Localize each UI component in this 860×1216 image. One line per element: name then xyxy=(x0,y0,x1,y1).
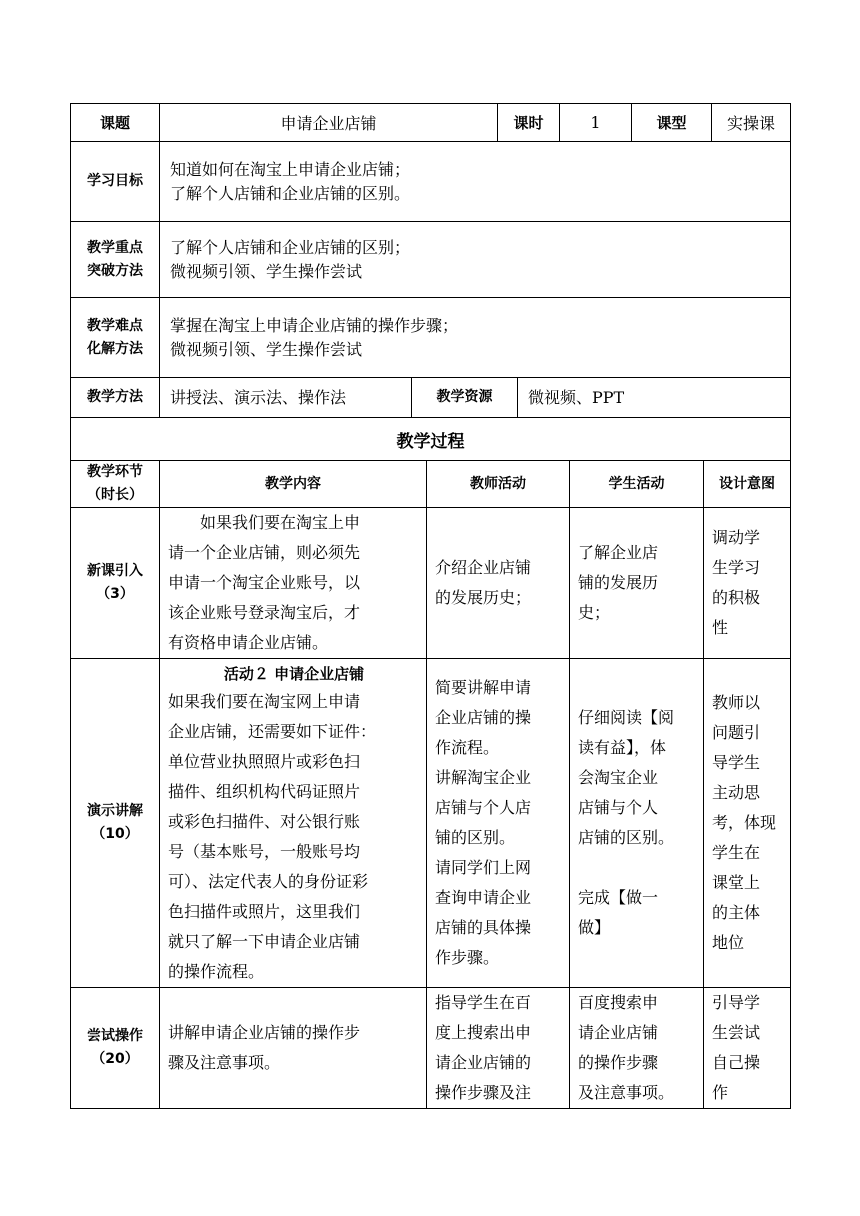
content-line: 企业店铺，还需要如下证件： xyxy=(168,722,377,741)
teacher-line: 作流程。 xyxy=(435,738,500,757)
student-line: 请企业店铺 xyxy=(578,1023,659,1042)
methods-value: 讲授法、演示法、操作法 xyxy=(160,378,412,418)
topic-value: 申请企业店铺 xyxy=(160,104,498,142)
col-teacher-header: 教师活动 xyxy=(427,461,570,508)
intent-line: 学生在 xyxy=(712,843,761,862)
key-points-label xyxy=(71,222,160,298)
key-points-label-line-2: 突破方法 xyxy=(87,262,143,279)
intent-line: 教师以 xyxy=(712,693,761,712)
process-header-row xyxy=(71,461,791,508)
resources-value: 微视频、PPT xyxy=(518,378,791,418)
stage-name: 尝试操作 xyxy=(87,1028,143,1044)
stage-duration: （10） xyxy=(91,826,139,842)
table-row xyxy=(71,508,791,659)
resources-label: 教学资源 xyxy=(412,378,518,418)
intent-line: 生学习 xyxy=(712,558,761,577)
teacher-line: 指导学生在百 xyxy=(435,993,532,1012)
intent-line: 问题引 xyxy=(712,723,761,742)
stage-duration: （3） xyxy=(96,586,134,602)
intent-line: 地位 xyxy=(712,933,745,952)
hours-label: 课时 xyxy=(498,104,560,142)
content-line: 可）、法定代表人的身份证彩 xyxy=(168,872,369,891)
difficulties-text xyxy=(160,298,791,378)
student-line: 铺的发展历 xyxy=(578,573,659,592)
teacher-line: 店铺与个人店 xyxy=(435,798,532,817)
content-line: 该企业账号登录淘宝后，才 xyxy=(168,603,361,622)
difficulties-line-1: 掌握在淘宝上申请企业店铺的操作步骤； xyxy=(170,315,459,335)
intent-line: 主动思 xyxy=(712,783,761,802)
student-line: 了解企业店 xyxy=(578,543,659,562)
intent-line: 考，体现 xyxy=(712,813,777,832)
goals-line-2: 了解个人店铺和企业店铺的区别。 xyxy=(170,183,411,203)
student-line-spacer xyxy=(578,853,697,883)
difficulties-label-line-1: 教学难点 xyxy=(87,317,143,334)
teacher-line: 的发展历史； xyxy=(435,588,532,607)
table-row xyxy=(71,988,791,1109)
difficulties-line-2: 微视频引领、学生操作尝试 xyxy=(170,339,363,359)
teacher-cell xyxy=(427,508,570,659)
type-label: 课型 xyxy=(632,104,712,142)
key-points-label-line-1: 教学重点 xyxy=(87,239,143,256)
key-points-text xyxy=(160,222,791,298)
teacher-line: 请企业店铺的 xyxy=(435,1053,532,1072)
key-points-line-1: 了解个人店铺和企业店铺的区别； xyxy=(170,237,411,257)
teacher-line: 企业店铺的操 xyxy=(435,708,532,727)
methods-table xyxy=(70,377,791,461)
content-line: 色扫描件或照片，这里我们 xyxy=(168,902,361,921)
student-line: 的操作步骤 xyxy=(578,1053,659,1072)
teacher-line: 请同学们上网 xyxy=(435,858,532,877)
content-line: 单位营业执照照片或彩色扫 xyxy=(168,752,361,771)
methods-label: 教学方法 xyxy=(71,378,160,418)
content-line: 或彩色扫描件、对公银行账 xyxy=(168,812,361,831)
student-line: 百度搜索申 xyxy=(578,993,659,1012)
stage-duration: （20） xyxy=(91,1051,139,1067)
stage-cell xyxy=(71,659,160,988)
intent-line: 的积极 xyxy=(712,588,761,607)
stage-name: 新课引入 xyxy=(87,563,143,579)
col-stage-header-line-1: 教学环节 xyxy=(87,464,143,480)
stage-cell xyxy=(71,988,160,1109)
student-line: 店铺的区别。 xyxy=(578,828,675,847)
content-cell xyxy=(160,508,427,659)
student-cell xyxy=(570,988,704,1109)
intent-line: 生尝试 xyxy=(712,1023,761,1042)
content-cell xyxy=(160,988,427,1109)
teacher-line: 店铺的具体操 xyxy=(435,918,532,937)
content-line: 如果我们要在淘宝上申 xyxy=(200,513,361,532)
content-line: 请一个企业店铺，则必须先 xyxy=(168,543,361,562)
content-line: 号（基本账号，一般账号均 xyxy=(168,842,361,861)
student-line: 完成【做一 xyxy=(578,888,659,907)
content-cell xyxy=(160,659,427,988)
table-row xyxy=(71,659,791,988)
student-cell xyxy=(570,659,704,988)
stage-name: 演示讲解 xyxy=(87,803,143,819)
col-student-header: 学生活动 xyxy=(570,461,704,508)
content-line: 讲解申请企业店铺的操作步 xyxy=(168,1023,361,1042)
student-line: 读有益】，体 xyxy=(578,738,667,757)
intent-line: 导学生 xyxy=(712,753,761,772)
intent-cell xyxy=(704,988,791,1109)
teacher-line: 操作步骤及注 xyxy=(435,1083,532,1102)
intent-line: 课堂上 xyxy=(712,873,761,892)
content-line: 的操作流程。 xyxy=(168,962,265,981)
goals-text xyxy=(160,142,791,222)
teacher-cell xyxy=(427,988,570,1109)
teacher-line: 简要讲解申请 xyxy=(435,678,532,697)
student-line: 及注意事项。 xyxy=(578,1083,675,1102)
teacher-line: 铺的区别。 xyxy=(435,828,516,847)
hours-value: 1 xyxy=(560,104,632,142)
teacher-line: 度上搜索出申 xyxy=(435,1023,532,1042)
intent-cell xyxy=(704,659,791,988)
process-table xyxy=(70,460,791,1109)
type-value: 实操课 xyxy=(712,104,791,142)
col-content-header: 教学内容 xyxy=(160,461,427,508)
activity-title: 活动２ 申请企业店铺 xyxy=(223,665,365,683)
content-line: 就只了解一下申请企业店铺 xyxy=(168,932,361,951)
teacher-line: 介绍企业店铺 xyxy=(435,558,532,577)
col-stage-header-line-2: （时长） xyxy=(87,487,143,503)
intent-cell xyxy=(704,508,791,659)
intent-line: 调动学 xyxy=(712,528,761,547)
goals-line-1: 知道如何在淘宝上申请企业店铺； xyxy=(170,159,411,179)
student-line: 仔细阅读【阅 xyxy=(578,708,675,727)
intent-line: 自己操 xyxy=(712,1053,761,1072)
student-line: 史； xyxy=(578,603,611,622)
teacher-line: 讲解淘宝企业 xyxy=(435,768,532,787)
key-points-line-2: 微视频引领、学生操作尝试 xyxy=(170,261,363,281)
student-cell xyxy=(570,508,704,659)
content-line: 有资格申请企业店铺。 xyxy=(168,633,329,652)
content-line: 如果我们要在淘宝网上申请 xyxy=(168,692,361,711)
difficulties-label-line-2: 化解方法 xyxy=(87,340,143,357)
intent-line: 的主体 xyxy=(712,903,761,922)
intent-line: 作 xyxy=(712,1083,729,1102)
intent-line: 引导学 xyxy=(712,993,761,1012)
process-title: 教学过程 xyxy=(71,418,791,461)
teacher-line: 作步骤。 xyxy=(435,948,500,967)
content-line: 描件、组织机构代码证照片 xyxy=(168,782,361,801)
lesson-info-table xyxy=(70,103,791,142)
content-line: 申请一个淘宝企业账号，以 xyxy=(168,573,361,592)
student-line: 会淘宝企业 xyxy=(578,768,659,787)
student-line: 店铺与个人 xyxy=(578,798,659,817)
objectives-table xyxy=(70,141,791,378)
teacher-line: 查询申请企业 xyxy=(435,888,532,907)
content-line: 骤及注意事项。 xyxy=(168,1053,281,1072)
student-line: 做】 xyxy=(578,918,611,937)
teacher-cell xyxy=(427,659,570,988)
difficulties-label xyxy=(71,298,160,378)
intent-line: 性 xyxy=(712,618,729,637)
topic-label: 课题 xyxy=(71,104,160,142)
lesson-plan-sheet xyxy=(70,103,790,1109)
col-intent-header: 设计意图 xyxy=(704,461,791,508)
col-stage-header xyxy=(71,461,160,508)
stage-cell xyxy=(71,508,160,659)
goals-label: 学习目标 xyxy=(71,142,160,222)
